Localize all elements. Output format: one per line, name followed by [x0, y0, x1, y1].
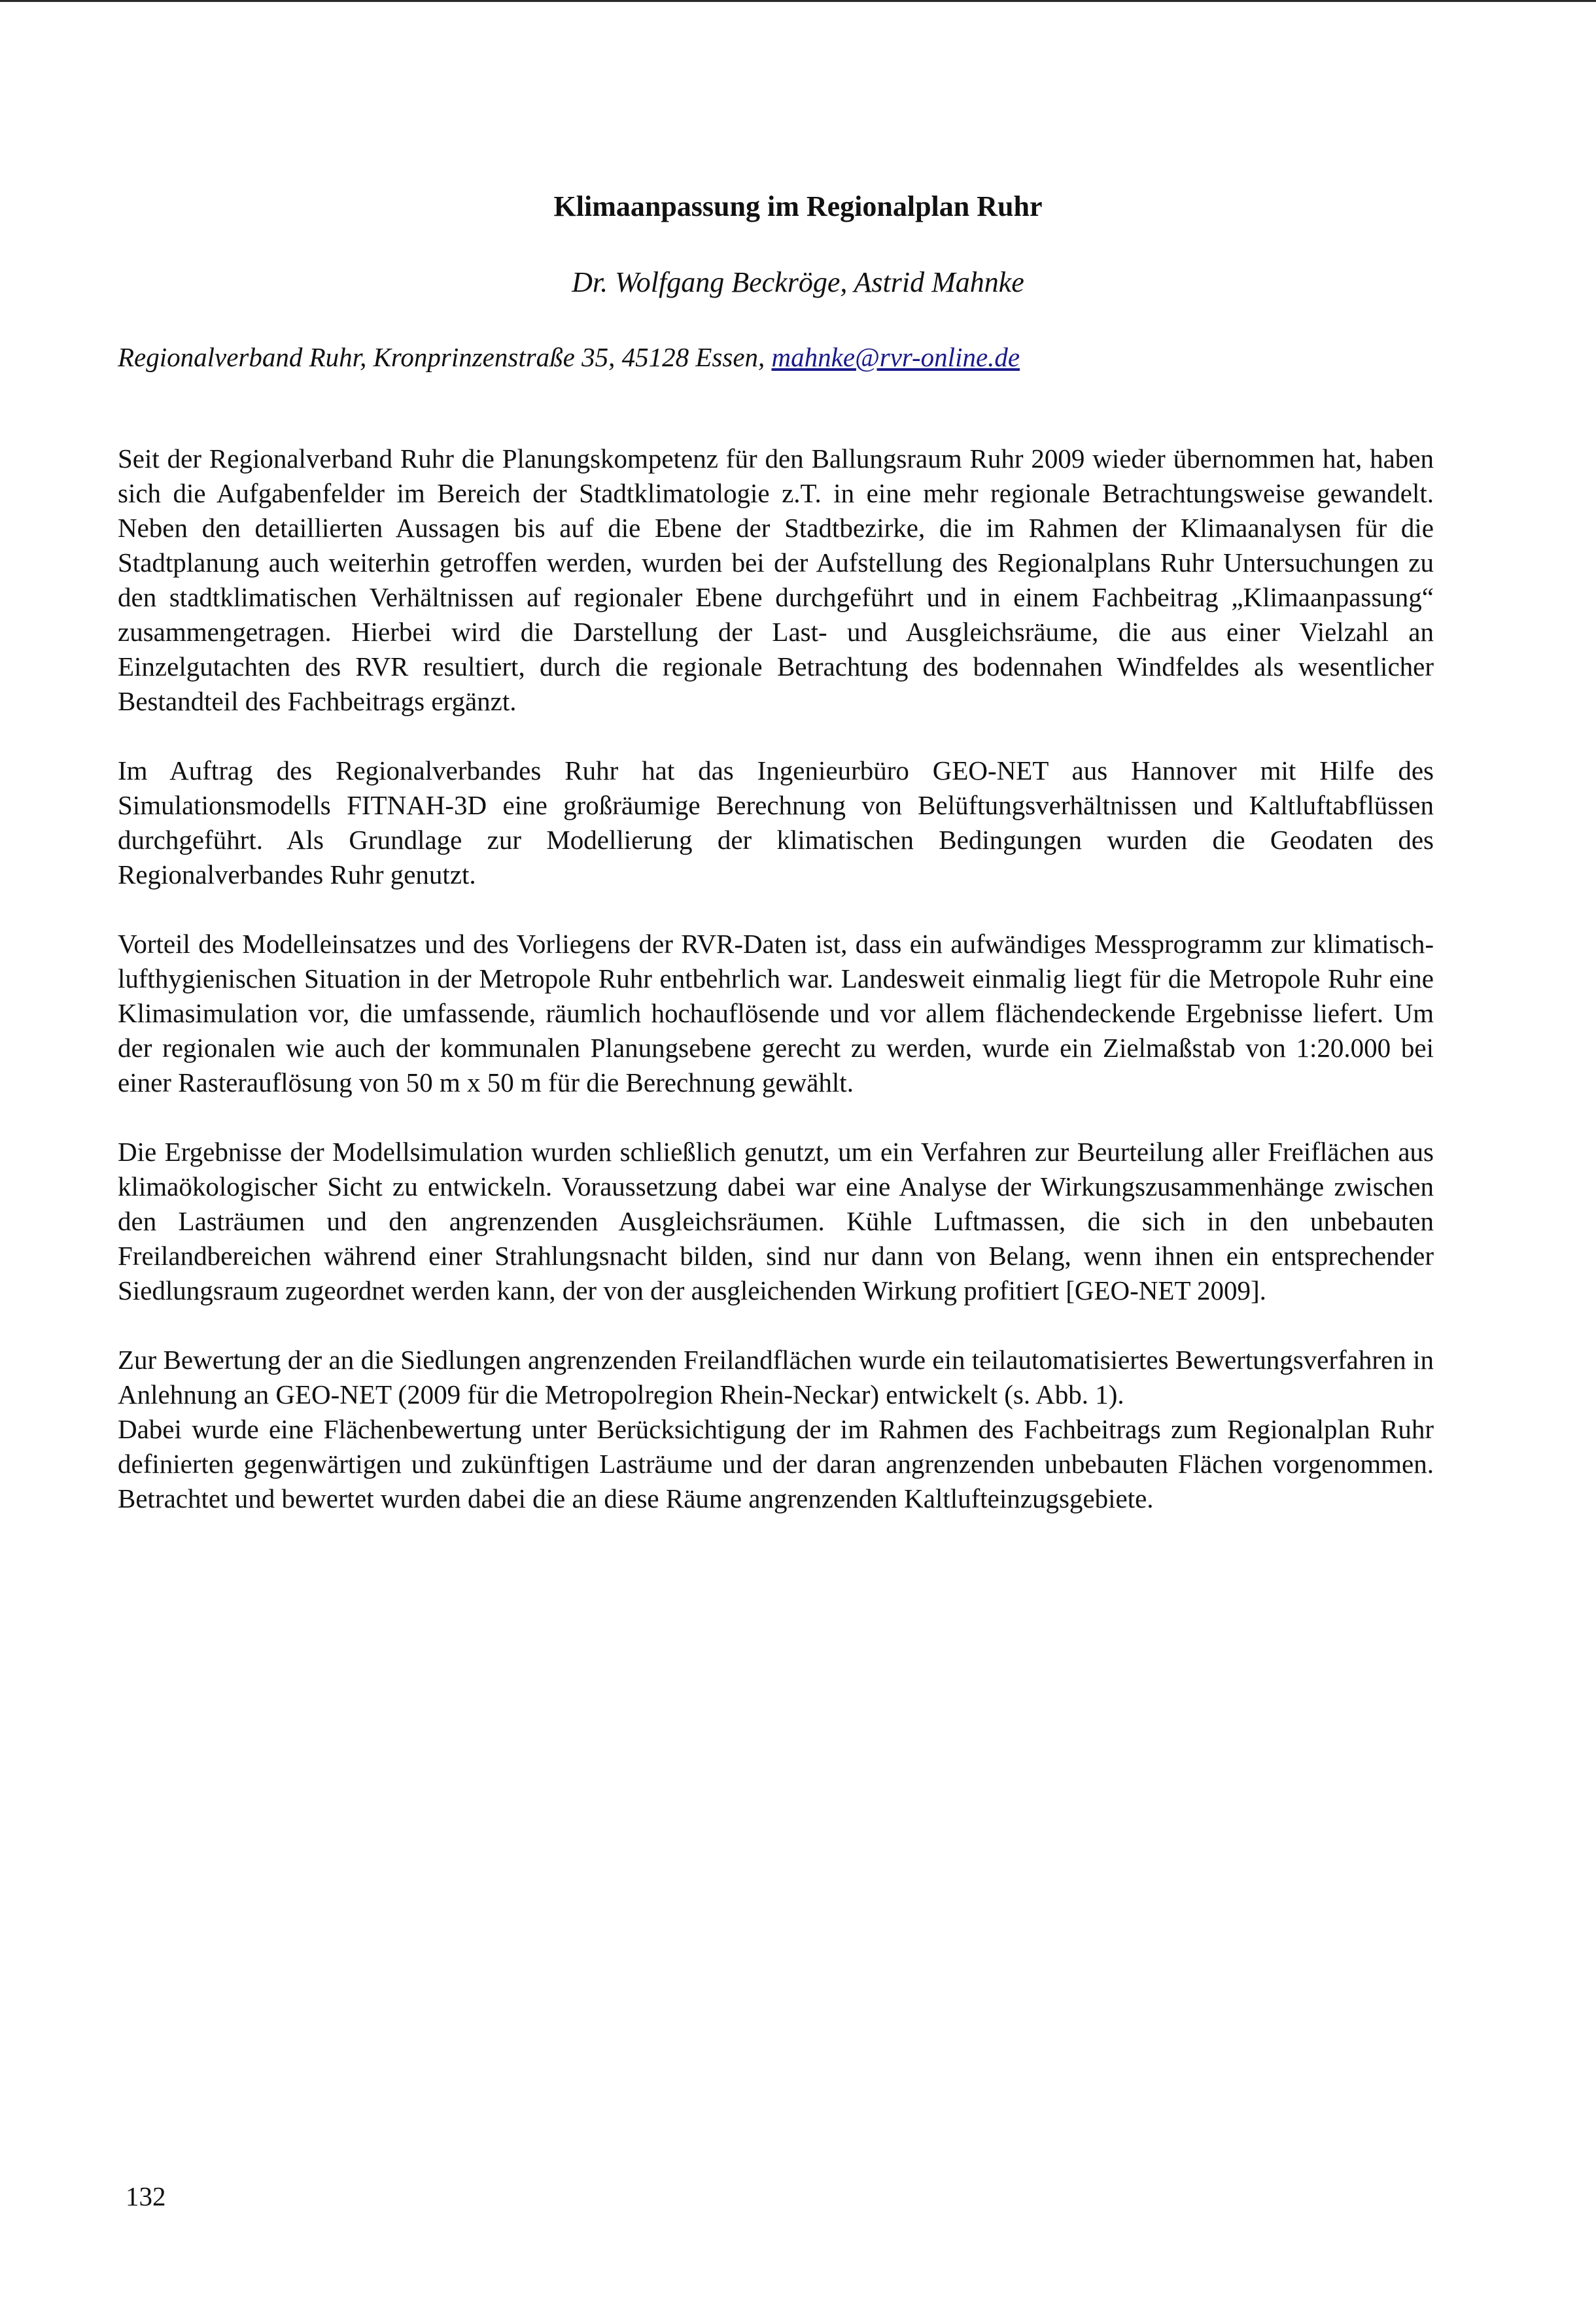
author-email-link[interactable]: mahnke@rvr-online.de	[771, 342, 1020, 372]
paper-body	[118, 441, 1434, 1551]
body-paragraph: Die Ergebnisse der Modellsimulation wurden schließlich genutzt, um ein Verfahren zur Beurteilung aller Freiflächen aus klimaökologischer Sicht zu entwickeln. Voraussetzung dabei war eine Analyse der Wirkungszusammenhänge zwischen den Lasträumen und den angrenzenden Ausgleichsräumen. Kühle Luftmassen, die sich in den unbebauten Freilandbereichen während einer Strahlungsnacht bilden, sind nur dann von Belang, wenn ihnen ein entsprechender Siedlungsraum zugeordnet werden kann, der von der ausgleichenden Wirkung profitiert [GEO-NET 2009].	[118, 1137, 1434, 1305]
paper-authors: Dr. Wolfgang Beckröge, Astrid Mahnke	[572, 266, 1024, 298]
body-paragraph: Vorteil des Modelleinsatzes und des Vorliegens der RVR-Daten ist, dass ein aufwändiges Messprogramm zur klimatisch-lufthygienischen Situation in der Metropole Ruhr entbehrlich war. Landesweit einmalig liegt für die Metropole Ruhr eine Klimasimulation vor, die umfassende, räumlich hochauflösende und vor allem flächendeckende Ergebnisse liefert. Um der regionalen wie auch der kommunalen Planungsebene gerecht zu werden, wurde ein Zielmaßstab von 1:20.000 bei einer Rasterauflösung von 50 m x 50 m für die Berechnung gewählt.	[118, 929, 1434, 1097]
body-paragraph: Im Auftrag des Regionalverbandes Ruhr hat das Ingenieurbüro GEO-NET aus Hannover mit Hilfe des Simulationsmodells FITNAH-3D eine großräumige Berechnung von Belüftungsverhältnissen und Kaltluftabflüssen durchgeführt. Als Grundlage zur Modellierung der klimatischen Bedingungen wurden die Geodaten des Regionalverbandes Ruhr genutzt.	[118, 755, 1434, 889]
body-paragraph: Dabei wurde eine Flächenbewertung unter Berücksichtigung der im Rahmen des Fachbeitrags zum Regionalplan Ruhr definierten gegenwärtigen und zukünftigen Lasträume und der daran angrenzenden unbebauten Flächen vorgenommen. Betrachtet und bewertet wurden dabei die an diese Räume angrenzenden Kaltlufteinzugsgebiete.	[118, 1414, 1434, 1513]
body-paragraph: Seit der Regionalverband Ruhr die Planungskompetenz für den Ballungsraum Ruhr 2009 wieder übernommen hat, haben sich die Aufgabenfelder im Bereich der Stadtklimatologie z.T. in eine mehr regionale Betrachtungsweise gewandelt. Neben den detaillierten Aussagen bis auf die Ebene der Stadtbezirke, die im Rahmen der Klimaanalysen für die Stadtplanung auch weiterhin getroffen werden, wurden bei der Aufstellung des Regionalplans Ruhr Untersuchungen zu den stadtklimatischen Verhältnissen auf regionaler Ebene durchgeführt und in einem Fachbeitrag „Klimaanpassung“ zusammengetragen. Hierbei wird die Darstellung der Last- und Ausgleichsräume, die aus einer Vielzahl an Einzelgutachten des RVR resultiert, durch die regionale Betrachtung des bodennahen Windfeldes als wesentlicher Bestandteil des Fachbeitrags ergänzt.	[118, 443, 1434, 716]
author-affiliation	[118, 339, 1020, 375]
body-paragraph: Zur Bewertung der an die Siedlungen angrenzenden Freilandflächen wurde ein teilautomatisiertes Bewertungsverfahren in Anlehnung an GEO-NET (2009 für die Metropolregion Rhein-Neckar) entwickelt (s. Abb. 1).	[118, 1345, 1434, 1409]
page-top-rule	[0, 0, 1596, 2]
paper-title: Klimaanpassung im Regionalplan Ruhr	[553, 190, 1043, 222]
affiliation-address: Regionalverband Ruhr, Kronprinzenstraße 35, 45128 Essen,	[118, 342, 772, 372]
page-number: 132	[126, 2181, 166, 2211]
